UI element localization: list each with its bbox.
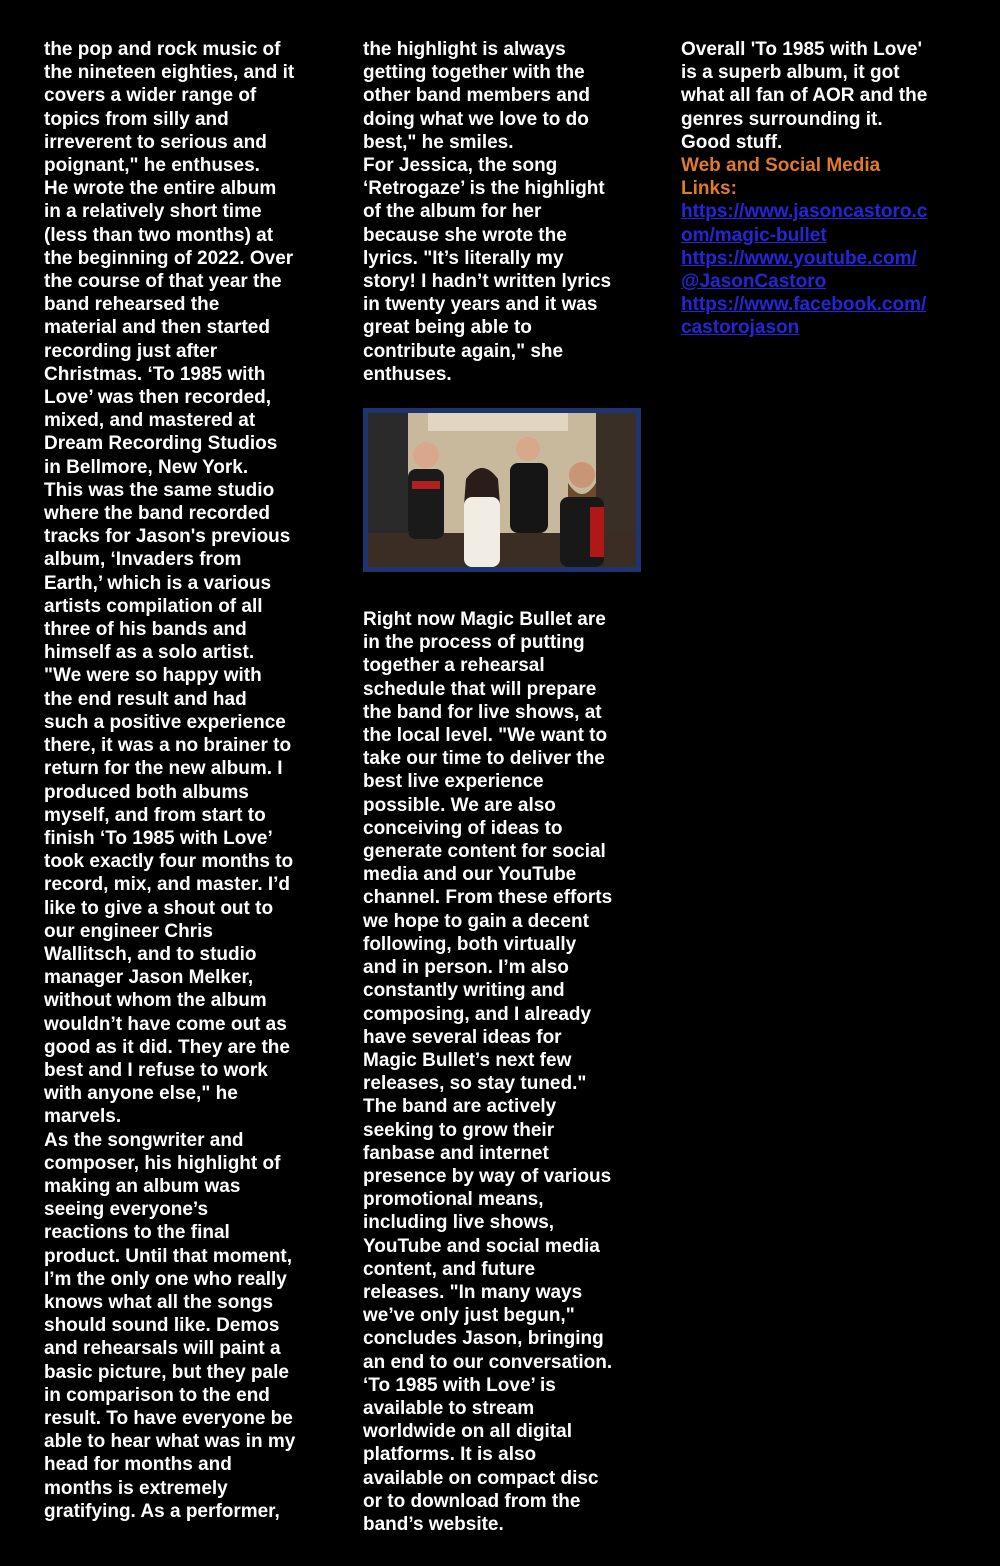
text-line: with anyone else," he xyxy=(44,1083,238,1105)
text-line: possible. We are also xyxy=(363,794,556,816)
text-line: marvels. xyxy=(44,1106,122,1128)
text-line: we’ve only just begun," xyxy=(363,1305,575,1327)
text-line: promotional means, xyxy=(363,1189,544,1211)
link[interactable]: om/magic-bullet xyxy=(681,224,827,246)
links-heading xyxy=(681,154,961,200)
text-line: material and then started xyxy=(44,317,270,339)
link[interactable]: https://www.facebook.com/ xyxy=(681,294,927,316)
text-line: other band members and xyxy=(363,85,590,107)
text-line: able to hear what was in my xyxy=(44,1431,296,1453)
column-3 xyxy=(681,38,961,340)
text-line: the end result and had xyxy=(44,688,247,710)
text-line: following, both virtually xyxy=(363,933,577,955)
text-line: making an album was xyxy=(44,1175,241,1197)
link[interactable]: https://www.youtube.com/ xyxy=(681,247,917,269)
text-line: Christmas. ‘To 1985 with xyxy=(44,363,266,385)
text-line: basic picture, but they pale xyxy=(44,1361,289,1383)
text-line: the course of that year the xyxy=(44,271,282,293)
text-line: Dream Recording Studios xyxy=(44,433,278,455)
text-line: three of his bands and xyxy=(44,619,247,641)
text-line: platforms. It is also xyxy=(363,1444,537,1466)
band-photo-frame xyxy=(363,408,641,572)
text-line: best live experience xyxy=(363,771,544,793)
text-line: releases. "In many ways xyxy=(363,1281,583,1303)
text-line: knows what all the songs xyxy=(44,1291,274,1313)
text-line: is a superb album, it got xyxy=(681,62,900,84)
text-line: composing, and I already xyxy=(363,1003,592,1025)
text-line: composer, his highlight of xyxy=(44,1152,281,1174)
text-line: YouTube and social media xyxy=(363,1235,600,1257)
text-line: Earth,’ which is a various xyxy=(44,572,272,594)
text-line: For Jessica, the song xyxy=(363,155,558,177)
text-line: reactions to the final xyxy=(44,1222,230,1244)
text-line: in Bellmore, New York. xyxy=(44,456,249,478)
link[interactable]: @JasonCastoro xyxy=(681,271,827,293)
text-line: together a rehearsal xyxy=(363,655,545,677)
text-line: conceiving of ideas to xyxy=(363,817,563,839)
text-line: including live shows, xyxy=(363,1212,555,1234)
text-line: the local level. "We want to xyxy=(363,725,608,747)
text-line: good as it did. They are the xyxy=(44,1036,290,1058)
text-line: recording just after xyxy=(44,340,218,362)
text-line: result. To have everyone be xyxy=(44,1407,293,1429)
text-line: content, and future xyxy=(363,1258,536,1280)
text-line: Wallitsch, and to studio xyxy=(44,943,257,965)
text-line: produced both albums xyxy=(44,781,249,803)
text-line: seeking to grow their xyxy=(363,1119,555,1141)
text-line: an end to our conversation. xyxy=(363,1351,613,1373)
text-line: tracks for Jason's previous xyxy=(44,526,291,548)
link[interactable]: castorojason xyxy=(681,317,800,339)
text-line: The band are actively xyxy=(363,1096,557,1118)
text-line: "We were so happy with xyxy=(44,665,262,687)
text-line: story! I hadn’t written lyrics xyxy=(363,271,612,293)
text-line: the band for live shows, at xyxy=(363,701,602,723)
text-line: have several ideas for xyxy=(363,1026,562,1048)
text-line: releases, so stay tuned." xyxy=(363,1073,587,1095)
text-line: generate content for social xyxy=(363,841,606,863)
link[interactable]: https://www.jasoncastoro.c xyxy=(681,201,928,223)
text-line: in the process of putting xyxy=(363,632,585,654)
column-2-top-text xyxy=(363,38,643,386)
text-line: myself, and from start to xyxy=(44,804,266,826)
text-line: in a relatively short time xyxy=(44,201,262,223)
text-line: getting together with the xyxy=(363,62,585,84)
text-line: what all fan of AOR and the xyxy=(681,85,928,107)
text-line: of the album for her xyxy=(363,201,542,223)
text-line: like to give a shout out to xyxy=(44,897,274,919)
text-line: the nineteen eighties, and it xyxy=(44,62,295,84)
text-line: doing what we love to do xyxy=(363,108,589,130)
text-line: gratifying. As a performer, xyxy=(44,1500,280,1522)
text-line: wouldn’t have come out as xyxy=(44,1013,287,1035)
text-line: irreverent to serious and xyxy=(44,131,267,153)
text-line: (less than two months) at xyxy=(44,224,274,246)
text-line: channel. From these efforts xyxy=(363,887,613,909)
text-line: ‘To 1985 with Love’ is xyxy=(363,1374,556,1396)
text-line: available on compact disc xyxy=(363,1467,599,1489)
text-line: in twenty years and it was xyxy=(363,294,598,316)
text-line: ‘Retrogaze’ is the highlight xyxy=(363,178,605,200)
text-line: great being able to xyxy=(363,317,532,339)
text-line: band’s website. xyxy=(363,1513,504,1535)
text-line: This was the same studio xyxy=(44,479,275,501)
text-line: take our time to deliver the xyxy=(363,748,605,770)
text-line: because she wrote the xyxy=(363,224,567,246)
text-line: and in person. I’m also xyxy=(363,957,569,979)
text-line: the pop and rock music of xyxy=(44,39,281,60)
links-heading-line: Links: xyxy=(681,178,737,200)
text-line: seeing everyone’s xyxy=(44,1199,209,1221)
text-line: the beginning of 2022. Over xyxy=(44,247,294,269)
text-line: concludes Jason, bringing xyxy=(363,1328,604,1350)
band-photo-illustration xyxy=(368,413,636,567)
text-line: product. Until that moment, xyxy=(44,1245,293,1267)
text-line: such a positive experience xyxy=(44,711,286,733)
links-list xyxy=(681,200,961,339)
column-3-text xyxy=(681,38,961,154)
text-line: genres surrounding it. xyxy=(681,108,883,130)
text-line: manager Jason Melker, xyxy=(44,967,254,989)
column-1 xyxy=(44,38,320,1523)
text-line: Right now Magic Bullet are xyxy=(363,609,606,631)
text-line: covers a wider range of xyxy=(44,85,257,107)
text-line: without whom the album xyxy=(44,990,267,1012)
text-line: contribute again," she xyxy=(363,340,564,362)
text-line: presence by way of various xyxy=(363,1165,612,1187)
text-line: in comparison to the end xyxy=(44,1384,270,1406)
text-line: best and I refuse to work xyxy=(44,1059,268,1081)
text-line: there, it was a no brainer to xyxy=(44,735,292,757)
links-heading-line: Web and Social Media xyxy=(681,155,881,177)
text-line: As the songwriter and xyxy=(44,1129,244,1151)
text-line: took exactly four months to xyxy=(44,851,294,873)
text-line: finish ‘To 1985 with Love’ xyxy=(44,827,273,849)
text-line: or to download from the xyxy=(363,1490,581,1512)
text-line: enthuses. xyxy=(363,363,452,385)
text-line: He wrote the entire album xyxy=(44,178,277,200)
text-line: fanbase and internet xyxy=(363,1142,549,1164)
text-line: the highlight is always xyxy=(363,39,566,60)
text-line: Magic Bullet’s next few xyxy=(363,1049,572,1071)
text-line: mixed, and mastered at xyxy=(44,410,256,432)
text-line: himself as a solo artist. xyxy=(44,642,255,664)
text-line: Love’ was then recorded, xyxy=(44,387,272,409)
text-line: artists compilation of all xyxy=(44,595,263,617)
text-line: band rehearsed the xyxy=(44,294,220,316)
text-line: worldwide on all digital xyxy=(363,1421,573,1443)
text-line: best," he smiles. xyxy=(363,131,514,153)
text-line: and rehearsals will paint a xyxy=(44,1338,281,1360)
text-line: our engineer Chris xyxy=(44,920,213,942)
text-line: Good stuff. xyxy=(681,131,783,153)
text-line: I’m the only one who really xyxy=(44,1268,287,1290)
text-line: return for the new album. I xyxy=(44,758,283,780)
text-line: available to stream xyxy=(363,1397,535,1419)
text-line: we hope to gain a decent xyxy=(363,910,589,932)
text-line: Overall 'To 1985 with Love' xyxy=(681,39,922,60)
text-line: months is extremely xyxy=(44,1477,228,1499)
text-line: head for months and xyxy=(44,1454,232,1476)
text-line: poignant," he enthuses. xyxy=(44,155,260,177)
text-line: record, mix, and master. I’d xyxy=(44,874,291,896)
text-line: album, ‘Invaders from xyxy=(44,549,242,571)
band-photo xyxy=(368,413,636,567)
text-line: should sound like. Demos xyxy=(44,1315,280,1337)
text-line: lyrics. "It’s literally my xyxy=(363,247,564,269)
text-line: schedule that will prepare xyxy=(363,678,597,700)
text-line: where the band recorded xyxy=(44,503,270,525)
text-line: topics from silly and xyxy=(44,108,229,130)
text-line: media and our YouTube xyxy=(363,864,577,886)
column-2-bottom-text xyxy=(363,608,643,1536)
text-line: constantly writing and xyxy=(363,980,565,1002)
column-2 xyxy=(363,38,643,1536)
